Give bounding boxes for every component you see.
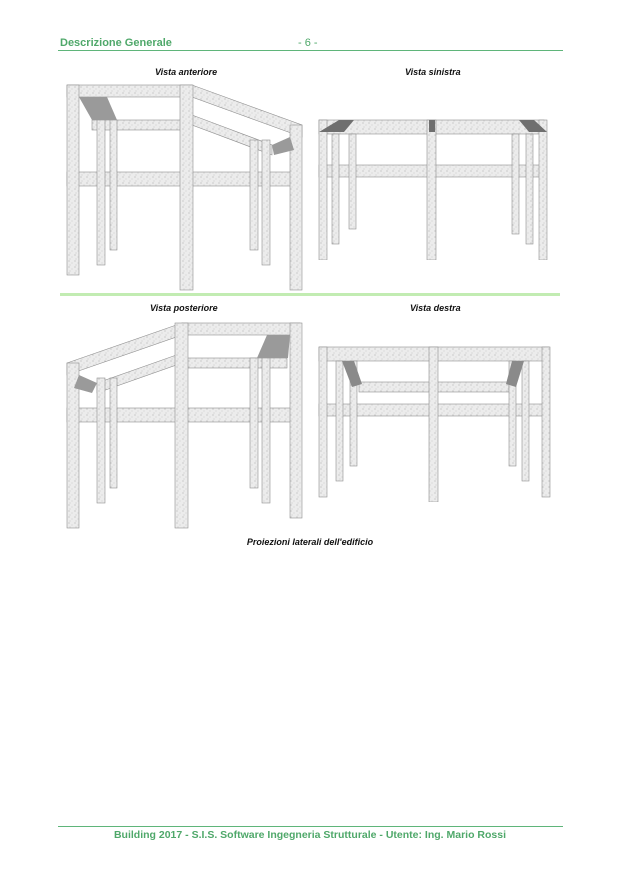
section-title: Descrizione Generale [60,37,172,49]
right-view-drawing [314,342,554,502]
figure-caption: Proiezioni laterali dell'edificio [246,537,374,547]
footer-rule [58,826,563,827]
caption-left-view: Vista sinistra [405,67,461,77]
front-view-drawing [62,80,307,295]
left-view-drawing [314,110,549,260]
caption-right-view: Vista destra [410,303,461,313]
caption-rear-view: Vista posteriore [150,303,218,313]
caption-front-view: Vista anteriore [155,67,218,77]
footer-text: Building 2017 - S.I.S. Software Ingegneria Strutturale - Utente: Ing. Mario Rossi [113,829,507,841]
separator-rule [60,293,560,296]
header-rule [58,50,563,51]
rear-view-drawing [62,318,307,533]
page-number: - 6 - [298,37,318,49]
